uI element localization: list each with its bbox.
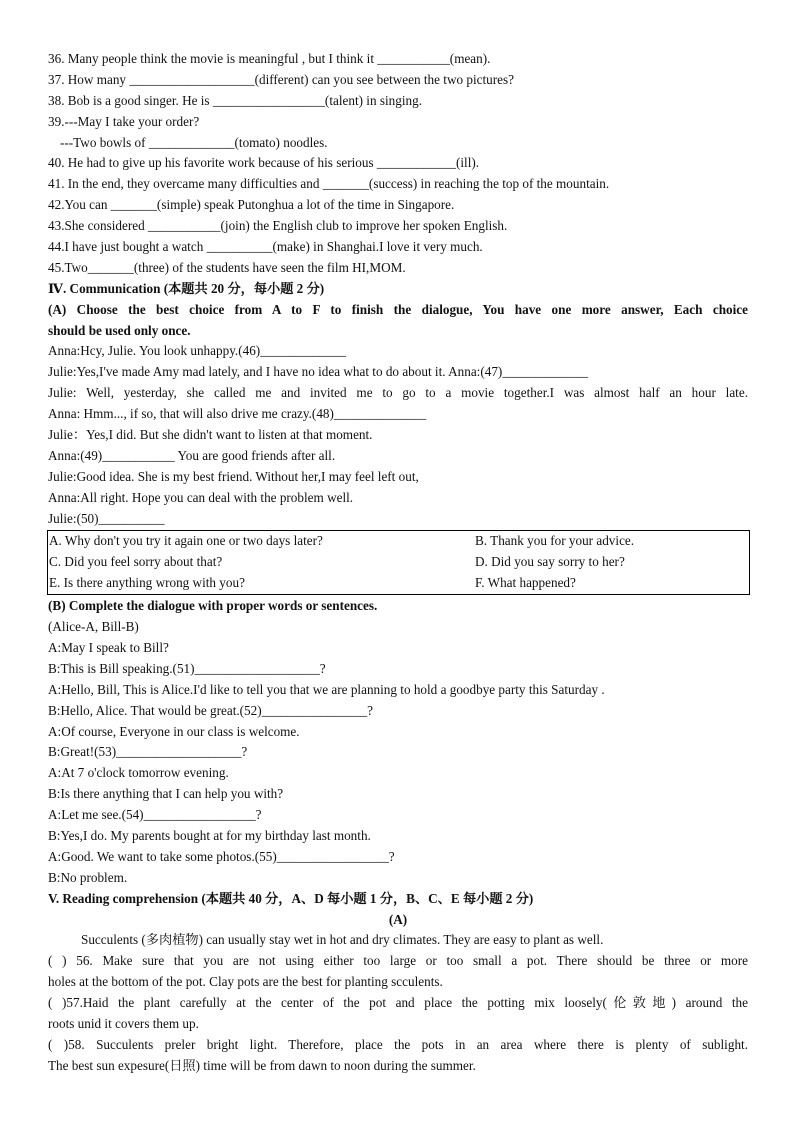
dialogue-b-line: A:Good. We want to take some photos.(55)_________________? — [48, 848, 395, 864]
part-a-instructions-cont: should be used only once. — [48, 322, 191, 338]
dialogue-line: Julie:Good idea. She is my best friend. Without her,I may feel left out, — [48, 468, 419, 484]
option-e: E. Is there anything wrong with you? — [49, 575, 245, 591]
question-44: 44.I have just bought a watch __________(make) in Shanghai.I love it very much. — [48, 239, 483, 255]
dialogue-line: Anna:(49)___________ You are good friends after all. — [48, 447, 336, 463]
option-a: A. Why don't you try it again one or two days later? — [49, 533, 323, 549]
passage-line: ( )58. Succulents preler bright light. Therefore, place the pots in an area where there is plenty of sublight. — [48, 1036, 748, 1052]
question-42: 42.You can _______(simple) speak Putonghua a lot of the time in Singapore. — [48, 197, 455, 213]
dialogue-b-line: A:Hello, Bill, This is Alice.I'd like to tell you that we are planning to hold a goodbye party this Saturday . — [48, 681, 605, 697]
options-row — [48, 573, 749, 594]
dialogue-b-line: A:Let me see.(54)_________________? — [48, 807, 262, 823]
dialogue-b-line: B:Great!(53)___________________? — [48, 744, 248, 760]
section-5-title: V. Reading comprehension (本题共 40 分，A、D 每小题 1 分，B、C、E 每小题 2 分) — [48, 890, 534, 906]
communication-section — [48, 279, 748, 889]
option-c: C. Did you feel sorry about that? — [49, 554, 223, 570]
dialogue-b-line: B:Is there anything that I can help you with? — [48, 786, 284, 802]
option-b: B. Thank you for your advice. — [475, 533, 635, 549]
dialogue-line: Julie:(50)__________ — [48, 510, 165, 526]
passage-line: ( )57.Haid the plant carefully at the center of the pot and place the potting mix loosely(伦敦地) around the — [48, 995, 748, 1011]
passage-line: ( ) 56. Make sure that you are not using either too large or too small a pot. There should be three or more — [48, 953, 748, 969]
question-43: 43.She considered ___________(join) the English club to improve her spoken English. — [48, 218, 508, 234]
section-4-title: Ⅳ. Communication (本题共 20 分，每小题 2 分) — [48, 280, 325, 296]
question-39: 39.---May I take your order? — [48, 113, 200, 129]
dialogue-line: Julie:Yes,I've made Amy mad lately, and I have no idea what to do about it. Anna:(47)_____________ — [48, 364, 589, 380]
options-row — [48, 531, 749, 552]
option-f: F. What happened? — [475, 575, 576, 591]
passage-label: (A) — [388, 911, 408, 927]
dialogue-b-line: B:Hello, Alice. That would be great.(52)________________? — [48, 702, 373, 718]
dialogue-line: Anna: Hmm..., if so, that will also drive me crazy.(48)______________ — [48, 406, 427, 422]
dialogue-line: Anna:Hcy, Julie. You look unhappy.(46)_____________ — [48, 343, 346, 359]
dialogue-line: Julie：Yes,I did. But she didn't want to listen at that moment. — [48, 427, 373, 443]
question-38: 38. Bob is a good singer. He is _________________(talent) in singing. — [48, 92, 422, 108]
reading-section — [48, 889, 748, 1077]
part-a-instructions: (A) Choose the best choice from A to F to finish the dialogue, You have one more answer, Each choice — [48, 301, 748, 317]
dialogue-line: Julie: Well, yesterday, she called me and invited me to go to a movie together.I was almost half an hour late. — [48, 385, 748, 401]
dialogue-b-line: (Alice-A, Bill-B) — [48, 619, 139, 635]
option-d: D. Did you say sorry to her? — [475, 554, 625, 570]
question-40: 40. He had to give up his favorite work because of his serious ____________(ill). — [48, 155, 480, 171]
exam-page — [48, 49, 748, 1077]
dialogue-b-line: A:Of course, Everyone in our class is welcome. — [48, 723, 300, 739]
question-36: 36. Many people think the movie is meaningful , but I think it ___________(mean). — [48, 51, 491, 66]
dialogue-b-line: B:Yes,I do. My parents bought at for my birthday last month. — [48, 827, 371, 843]
dialogue-line: Anna:All right. Hope you can deal with the problem well. — [48, 489, 354, 505]
passage-line: Succulents (多肉植物) can usually stay wet in hot and dry climates. They are easy to plant as well. — [81, 932, 604, 948]
passage-line: roots unid it covers them up. — [48, 1015, 199, 1031]
dialogue-b-line: A:May I speak to Bill? — [48, 639, 169, 655]
dialogue-b-line: B:This is Bill speaking.(51)___________________? — [48, 660, 326, 676]
options-row — [48, 552, 749, 573]
question-37: 37. How many ___________________(different) can you see between the two pictures? — [48, 71, 514, 87]
dialogue-b-line: B:No problem. — [48, 869, 128, 885]
passage-line: The best sun expesure(日照) time will be from dawn to noon during the summer. — [48, 1057, 476, 1073]
dialogue-b-line: A:At 7 o'clock tomorrow evening. — [48, 765, 229, 781]
passage-line: holes at the bottom of the pot. Clay pots are the best for planting scculents. — [48, 974, 443, 990]
question-41: 41. In the end, they overcame many difficulties and _______(success) in reaching the top of the mountain. — [48, 176, 610, 192]
part-b-instructions: (B) Complete the dialogue with proper words or sentences. — [48, 598, 378, 614]
question-39-answer: ---Two bowls of _____________(tomato) noodles. — [60, 134, 328, 150]
fill-in-section — [48, 49, 748, 279]
question-45: 45.Two_______(three) of the students have seen the film HI,MOM. — [48, 259, 406, 275]
options-box — [47, 530, 750, 595]
